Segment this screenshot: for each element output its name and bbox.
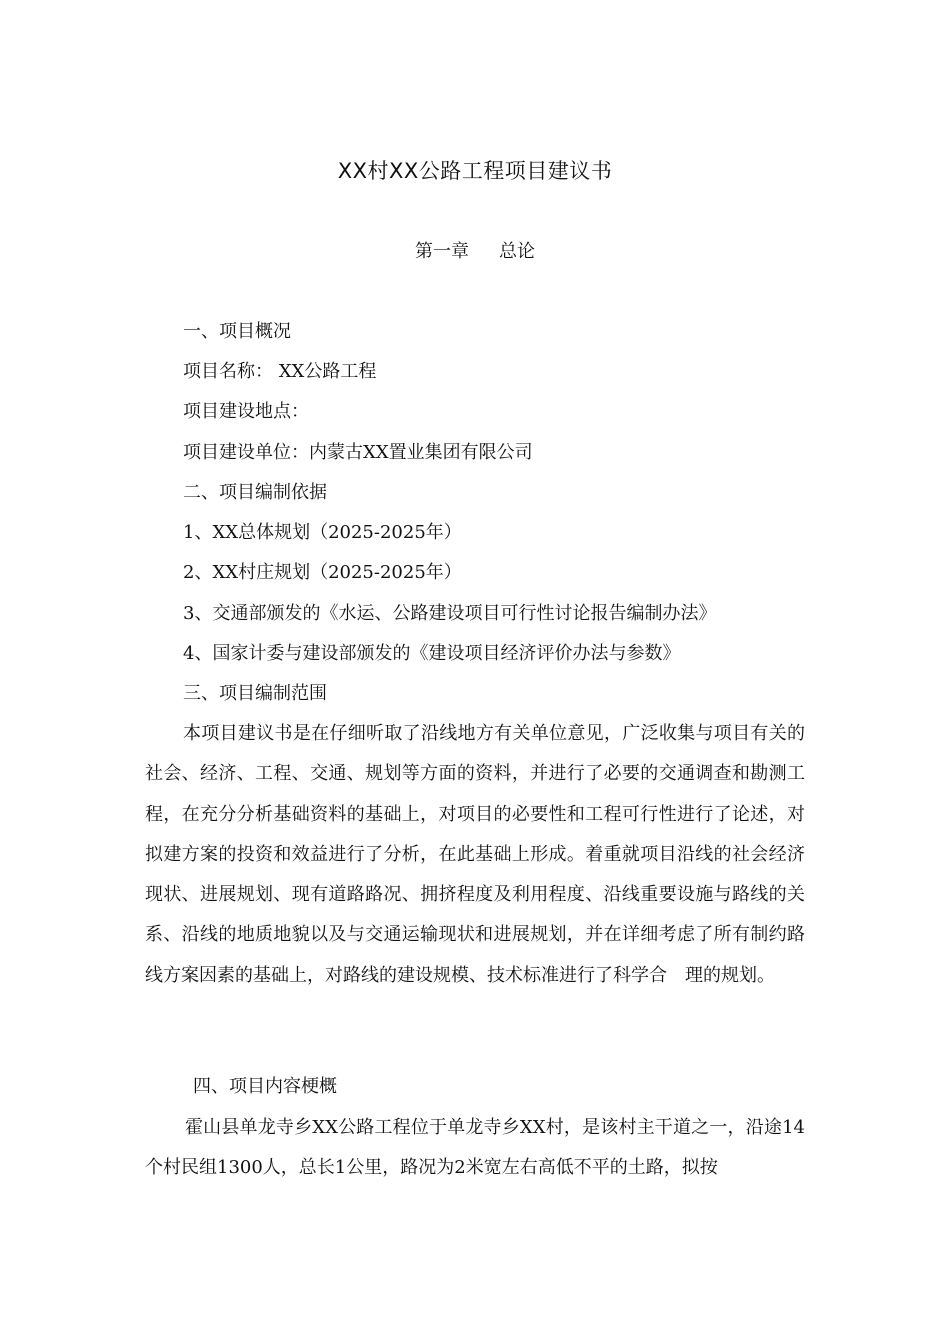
section-heading-content: 四、项目内容梗概 — [193, 1076, 337, 1097]
section-heading-overview: 一、项目概况 — [183, 321, 291, 342]
chapter-number: 第一章 — [415, 241, 469, 262]
basis-item-3: 3、交通部颁发的《水运、公路建设项目可行性讨论报告编制办法》 — [183, 603, 717, 624]
basis-item-2: 2、XX村庄规划（2025-2025年） — [183, 562, 462, 583]
project-unit-line: 项目建设单位：内蒙古XX置业集团有限公司 — [183, 442, 533, 463]
chapter-heading — [0, 238, 950, 266]
section-heading-basis: 二、项目编制依据 — [183, 482, 327, 503]
scope-paragraph: 本项目建议书是在仔细听取了沿线地方有关单位意见，广泛收集与项目有关的社会、经济、工程、交通、规划等方面的资料，并进行了必要的交通调查和勘测工程，在充分分析基础资料的基础上，对项目的必要性和工程可行性进行了论述，对拟建方案的投资和效益进行了分析，在此基础上形成。着重就项目沿线的社会经济现状、进展规划、现有道路路况、拥挤程度及利用程度、沿线重要设施与路线的关系、沿线的地质地貌以及与交通运输现状和进展规划，并在详细考虑了所有制约路线方案因素的基础上，对路线的建设规模、技术标准进行了科学合 理的规划。 — [145, 723, 805, 986]
project-name-line: 项目名称： XX公路工程 — [183, 361, 377, 382]
project-location-line: 项目建设地点： — [183, 401, 309, 422]
basis-item-1: 1、XX总体规划（2025-2025年） — [183, 522, 462, 543]
section-heading-scope: 三、项目编制范围 — [183, 683, 327, 704]
content-paragraph: 霍山县单龙寺乡XX公路工程位于单龙寺乡XX村，是该村主干道之一，沿途14个村民组1300人，总长1公里，路况为2米宽左右高低不平的土路，拟按 — [145, 1117, 805, 1179]
document-title: XX村XX公路工程项目建议书 — [337, 159, 613, 183]
basis-item-4: 4、国家计委与建设部颁发的《建设项目经济评价办法与参数》 — [183, 643, 681, 664]
chapter-name: 总论 — [499, 241, 535, 262]
